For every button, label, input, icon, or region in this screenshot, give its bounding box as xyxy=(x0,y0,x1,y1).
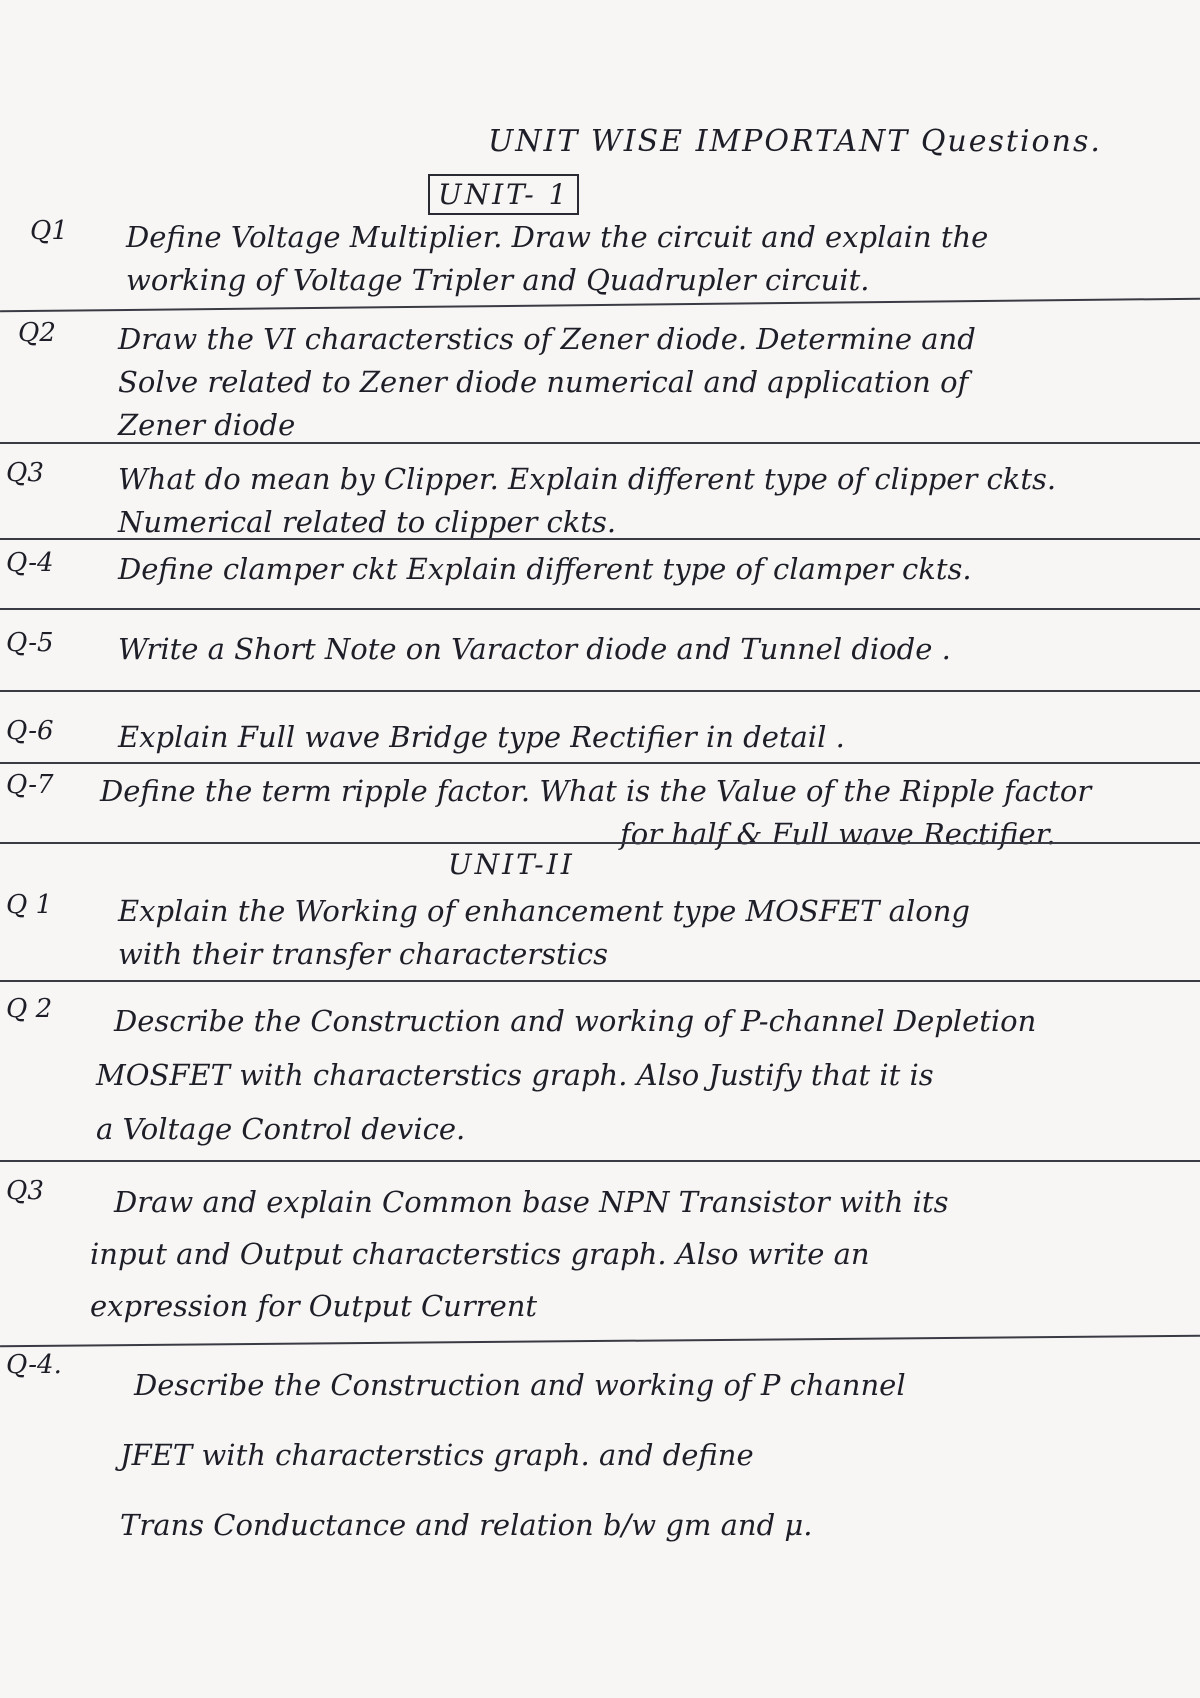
unit-1-heading: UNIT- 1 xyxy=(428,174,579,215)
question-line: MOSFET with characterstics graph. Also Justify that it is xyxy=(96,1058,934,1092)
question-line: Zener diode xyxy=(118,408,296,442)
question-line: Write a Short Note on Varactor diode and Tunnel diode . xyxy=(118,632,951,666)
question-number: Q-4. xyxy=(6,1350,62,1380)
question-line: Draw the VI characterstics of Zener diode. Determine and xyxy=(118,322,976,356)
question-line: Describe the Construction and working of P channel xyxy=(134,1368,906,1402)
question-text xyxy=(118,548,1186,591)
question-line: for half & Full wave Rectifier. xyxy=(620,817,1056,851)
question-text xyxy=(126,216,1194,302)
question-line: Explain the Working of enhancement type MOSFET along xyxy=(118,894,970,928)
question-line: a Voltage Control device. xyxy=(96,1112,466,1146)
question-line: What do mean by Clipper. Explain different type of clipper ckts. xyxy=(118,462,1057,496)
question-number: Q-4 xyxy=(6,548,54,578)
question-line: Define the term ripple factor. What is the Value of the Ripple factor xyxy=(100,774,1092,808)
question-text xyxy=(90,1176,1158,1332)
question-number: Q1 xyxy=(30,216,68,246)
question-line: Define Voltage Multiplier. Draw the circuit and explain the xyxy=(126,220,989,254)
question-line: Numerical related to clipper ckts. xyxy=(118,505,617,539)
separator-line xyxy=(0,980,1200,982)
separator-line xyxy=(0,608,1200,610)
question-line: Solve related to Zener diode numerical and application of xyxy=(118,365,969,399)
question-line: Define clamper ckt Explain different type of clamper ckts. xyxy=(118,552,972,586)
question-line: expression for Output Current xyxy=(90,1289,538,1323)
question-number: Q-5 xyxy=(6,628,54,658)
separator-line xyxy=(0,442,1200,444)
question-line: Trans Conductance and relation b/w gm and μ. xyxy=(120,1508,813,1542)
separator-line xyxy=(0,690,1200,692)
question-text xyxy=(118,890,1186,976)
question-number: Q3 xyxy=(6,1176,44,1206)
question-text xyxy=(118,458,1186,544)
question-line: with their transfer characterstics xyxy=(118,937,609,971)
question-number: Q 2 xyxy=(6,994,53,1024)
question-text xyxy=(118,716,1186,759)
question-line: input and Output characterstics graph. Also write an xyxy=(90,1237,870,1271)
separator-line xyxy=(0,1160,1200,1162)
question-line: Draw and explain Common base NPN Transistor with its xyxy=(114,1185,949,1219)
question-text xyxy=(118,318,1186,447)
question-line: Explain Full wave Bridge type Rectifier in detail . xyxy=(118,720,845,754)
question-text xyxy=(118,628,1186,671)
question-text xyxy=(120,1350,1188,1560)
question-number: Q-7 xyxy=(6,770,54,800)
page-title: UNIT WISE IMPORTANT Questions. xyxy=(488,124,1102,159)
question-line: Describe the Construction and working of P-channel Depletion xyxy=(114,1004,1037,1038)
question-number: Q 1 xyxy=(6,890,53,920)
separator-line xyxy=(0,842,1200,844)
separator-line xyxy=(0,1335,1200,1347)
separator-line xyxy=(0,762,1200,764)
question-number: Q3 xyxy=(6,458,44,488)
question-number: Q2 xyxy=(18,318,56,348)
question-text xyxy=(96,994,1164,1156)
question-number: Q-6 xyxy=(6,716,54,746)
unit-2-heading: UNIT-II xyxy=(448,848,575,881)
question-line: working of Voltage Tripler and Quadrupler circuit. xyxy=(126,263,870,297)
separator-line xyxy=(0,538,1200,540)
question-line: JFET with characterstics graph. and define xyxy=(120,1438,754,1472)
